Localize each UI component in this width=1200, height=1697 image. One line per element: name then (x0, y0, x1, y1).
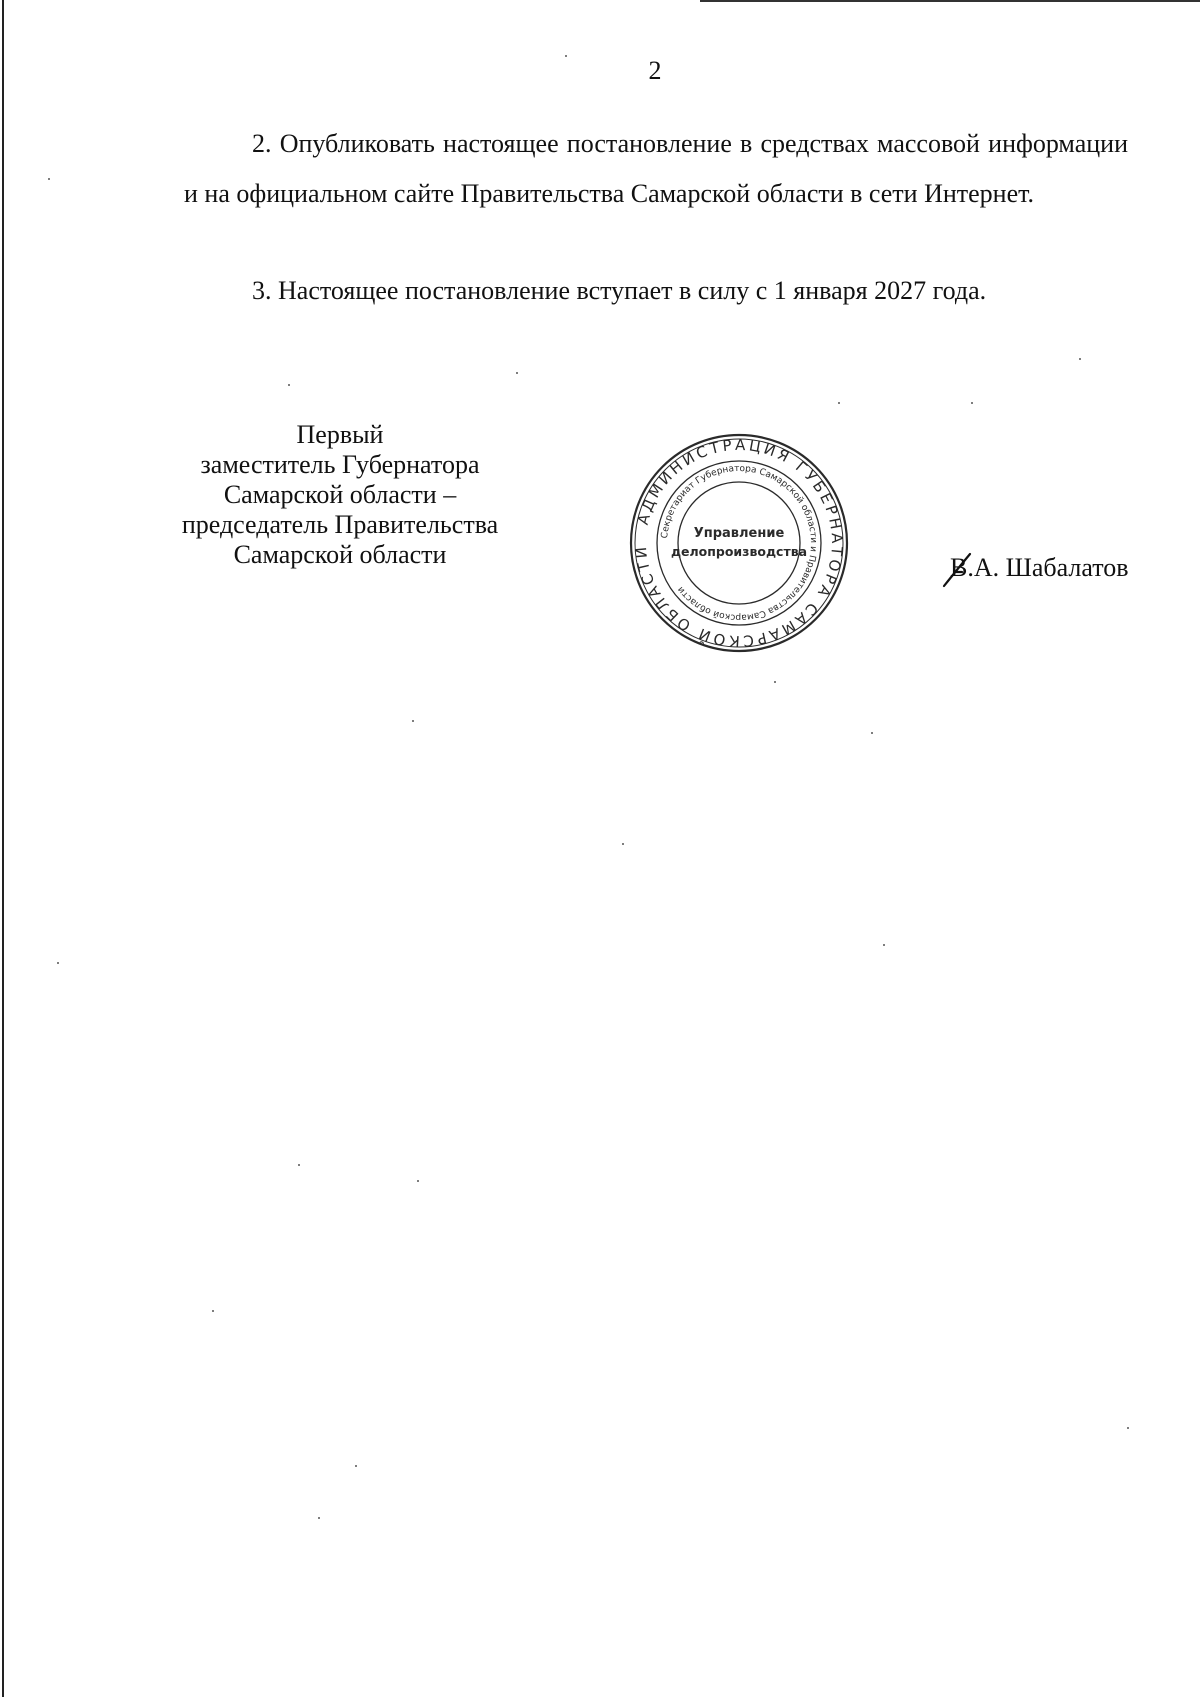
scan-edge-top (700, 0, 1200, 2)
scan-speck (212, 1310, 214, 1312)
stamp-inner-ring-text: Секретариат Губернатора Самарской области и Правительства Самарской области (660, 463, 819, 623)
stamp-middle-ring (657, 461, 821, 625)
scan-speck (318, 1517, 320, 1519)
scan-speck (971, 402, 973, 404)
scan-speck (1079, 358, 1081, 360)
scan-speck (516, 372, 518, 374)
scan-speck (774, 681, 776, 683)
signer-name: В.А. Шабалатов (950, 553, 1129, 582)
paragraph-item-3: 3. Настоящее постановление вступает в силу с 1 января 2027 года. (252, 276, 987, 305)
signer-title-line: заместитель Губернатора (200, 450, 480, 479)
stamp-center-line-2: делопроизводства (670, 544, 808, 559)
signer-title-line: Самарской области (233, 540, 447, 569)
scan-speck (417, 1180, 419, 1182)
scan-speck (1127, 1427, 1129, 1429)
stamp-inner-ring (678, 482, 800, 604)
scan-speck (871, 732, 873, 734)
paragraph-item-2: 2. Опубликовать настоящее постановление в средствах массовой информации и на официальном сайте Правительства Самарской области в сети Интернет. (184, 129, 1128, 208)
signer-title (160, 420, 520, 570)
scan-speck (298, 1164, 300, 1166)
scan-speck (838, 402, 840, 404)
scan-speck (883, 944, 885, 946)
scan-speck (288, 384, 290, 386)
stamp-center-line-1: Управление (693, 526, 785, 541)
scan-speck (48, 178, 50, 180)
signer-title-line: Первый (296, 420, 384, 449)
scan-edge-left (2, 0, 4, 1697)
page-number: 2 (648, 56, 662, 85)
official-stamp (628, 432, 850, 654)
scan-speck (565, 55, 567, 57)
signer-title-line: председатель Правительства (181, 510, 499, 539)
scan-speck (355, 1465, 357, 1467)
scan-speck (622, 843, 624, 845)
signer-title-line: Самарской области – (223, 480, 457, 509)
stamp-outer-text: АДМИНИСТРАЦИЯ ГУБЕРНАТОРА САМАРСКОЙ ОБЛАСТИ (631, 435, 847, 651)
scan-speck (412, 720, 414, 722)
scan-speck (57, 962, 59, 964)
